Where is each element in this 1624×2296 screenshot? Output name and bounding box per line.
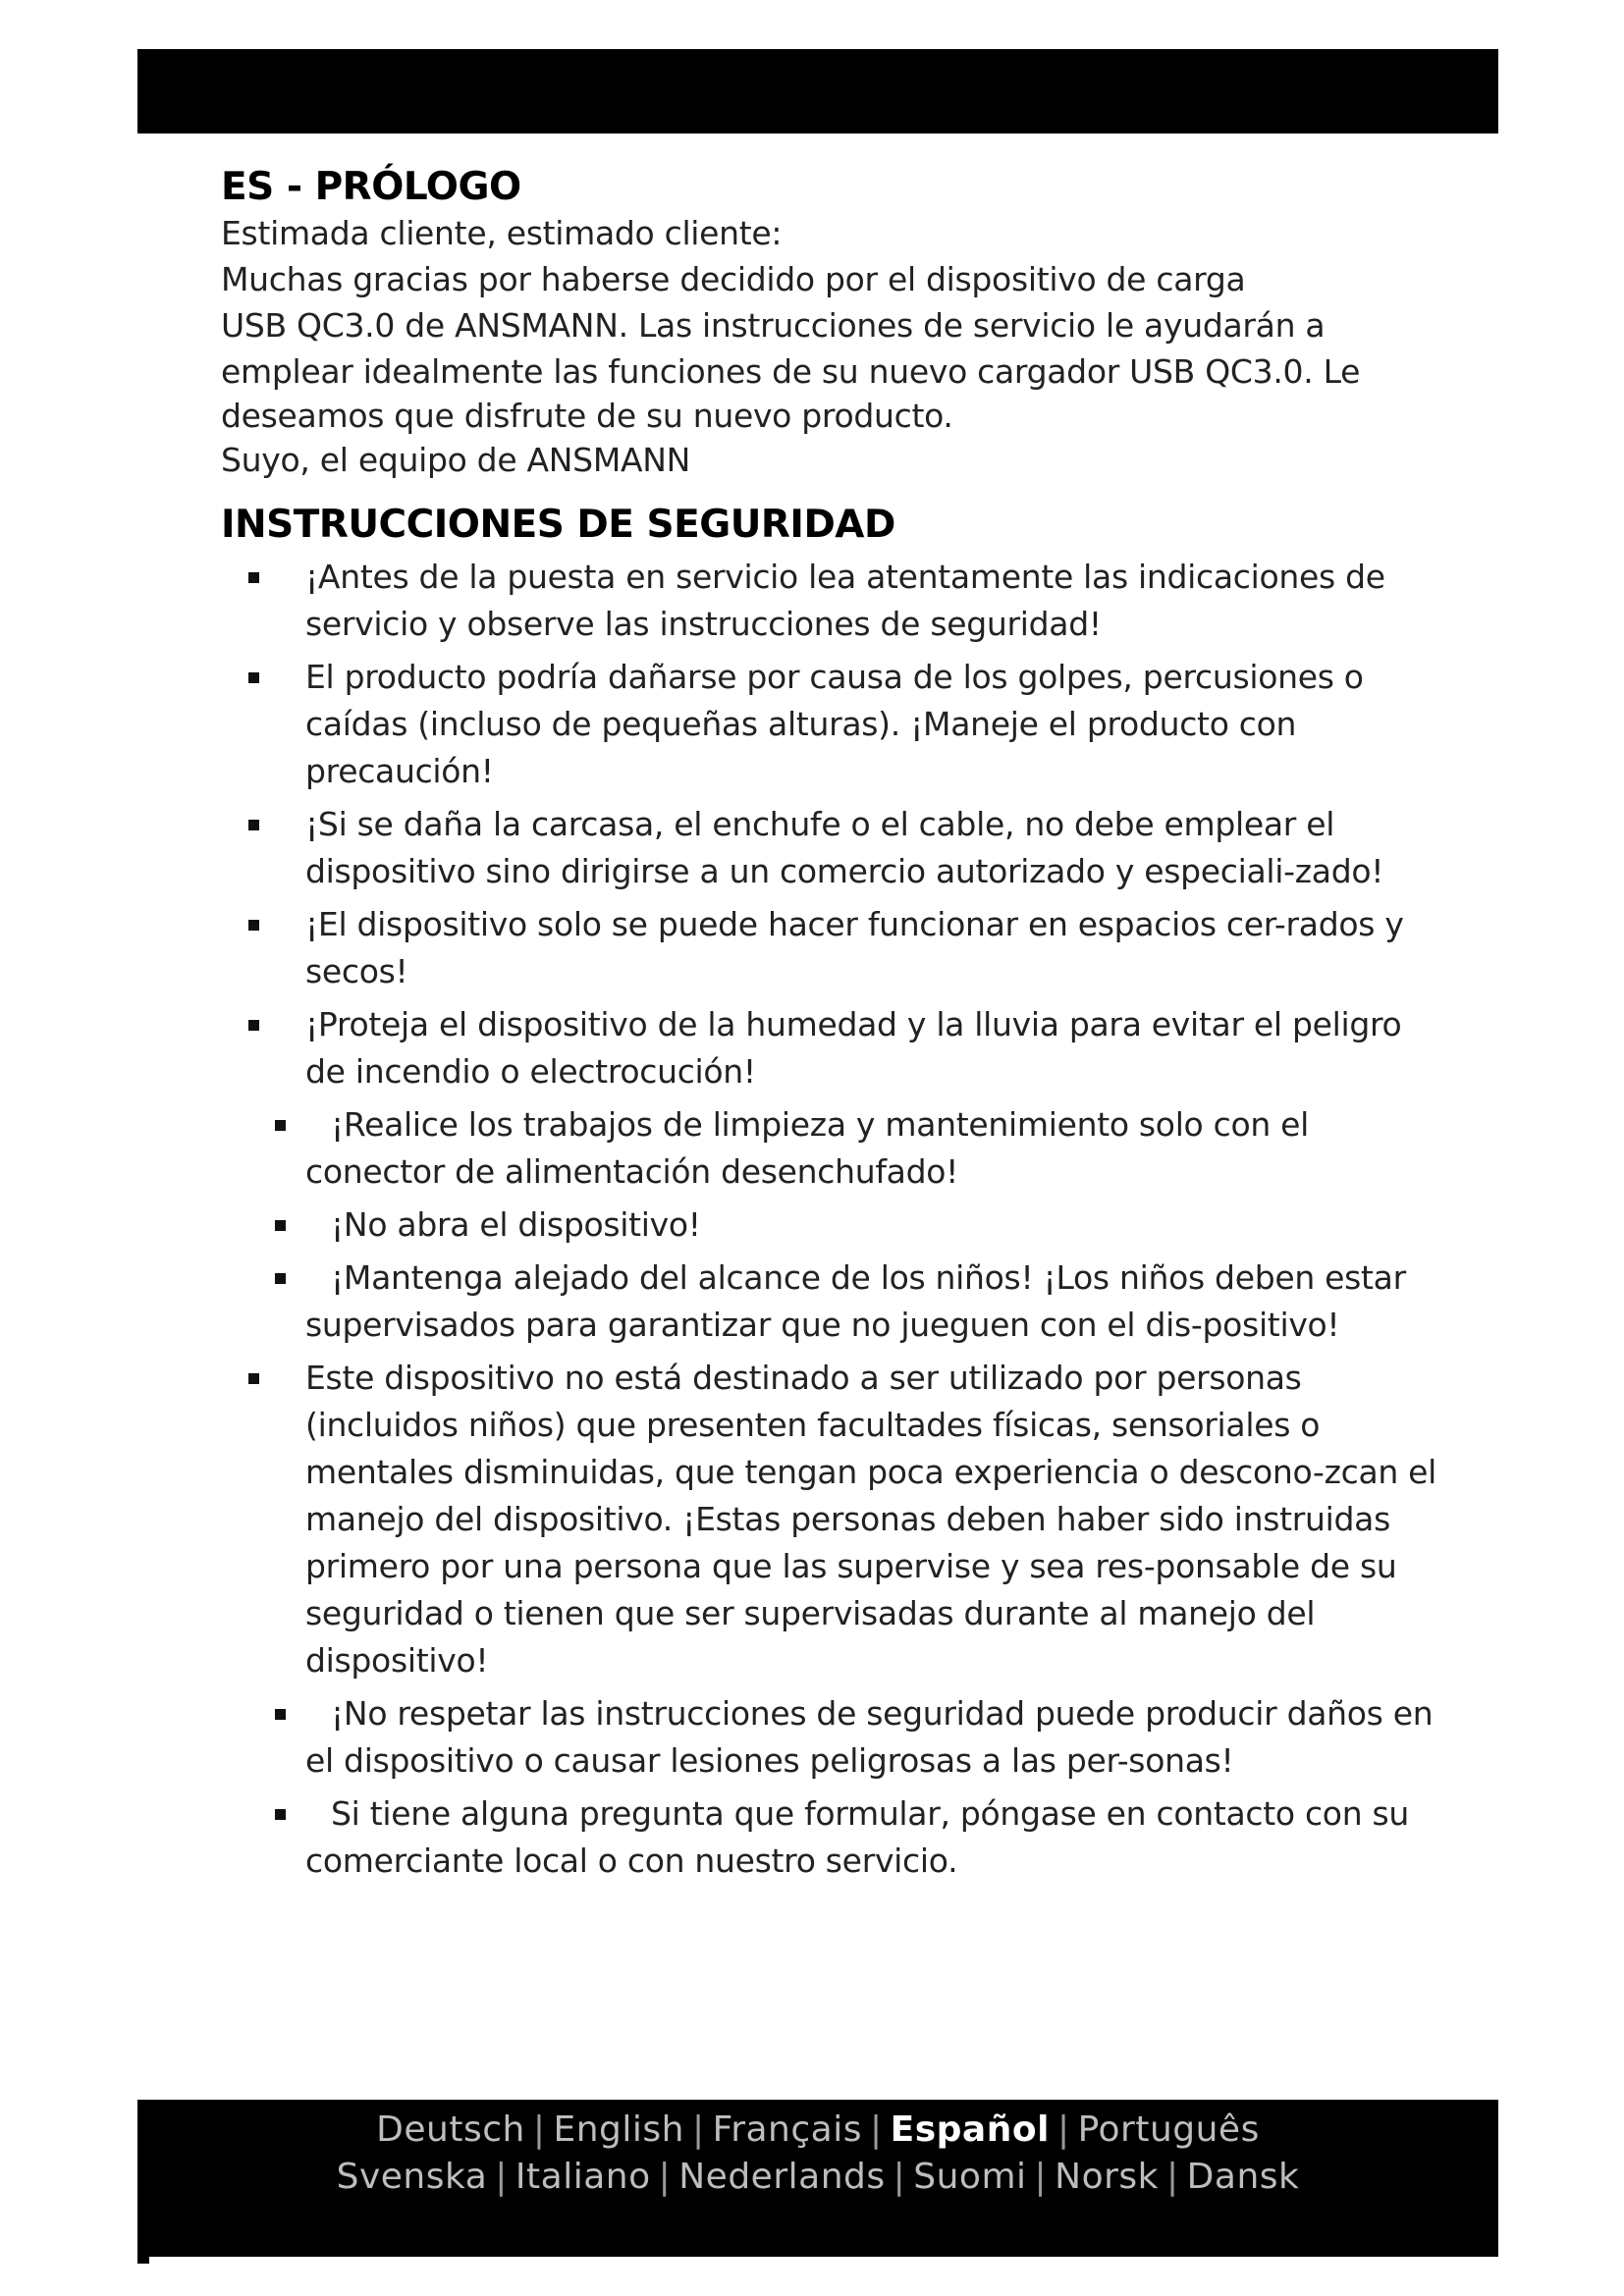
prologue-signature: Suyo, el equipo de ANSMANN (221, 441, 691, 479)
language-link-english[interactable]: English (553, 2109, 684, 2150)
safety-heading: INSTRUCCIONES DE SEGURIDAD (221, 503, 895, 547)
safety-item (221, 1255, 1448, 1349)
prologue-line: Muchas gracias por haberse decidido por el dispositivo de carga (221, 260, 1246, 298)
language-separator: | (658, 2157, 672, 2197)
safety-item-text: Si tiene alguna pregunta que formular, póngase en contacto con su comerciante local o con nuestro servicio. (305, 1794, 1410, 1880)
safety-item-text: Este dispositivo no está destinado a ser utilizado por personas (incluidos niños) que presenten facultades físicas, sensoriales o mentales disminuidas, que tengan poca experiencia o descono-zcan el manejo del dispositivo. ¡Estas personas deben haber sido instruidas primero por una persona que las supervise y sea res-ponsable de su seguridad o tienen que ser supervisadas durante al manejo del dispositivo! (305, 1359, 1437, 1680)
language-link-suomi[interactable]: Suomi (913, 2157, 1027, 2197)
language-code: ES (221, 165, 274, 209)
language-link-svenska[interactable]: Svenska (336, 2157, 488, 2197)
heading-separator: - (286, 165, 302, 209)
safety-item (221, 1790, 1448, 1885)
safety-item-text: ¡Antes de la puesta en servicio lea atentamente las indicaciones de servicio y observe las instrucciones de seguridad! (305, 558, 1385, 643)
bullet-square-icon (275, 1809, 286, 1820)
safety-item (221, 1001, 1448, 1095)
safety-item (221, 1355, 1448, 1684)
safety-item (221, 1201, 1448, 1249)
language-separator: | (1034, 2157, 1048, 2197)
safety-item (221, 1690, 1448, 1785)
language-separator: | (1166, 2157, 1179, 2197)
safety-item-text: ¡No respetar las instrucciones de seguridad puede producir daños en el dispositivo o causar lesiones peligrosas a las per-sonas! (305, 1694, 1434, 1780)
page-content (221, 165, 1448, 1891)
safety-item (221, 901, 1448, 995)
language-link-norsk[interactable]: Norsk (1055, 2157, 1160, 2197)
crop-mark (137, 2256, 149, 2264)
language-link-francais[interactable]: Français (712, 2109, 862, 2150)
language-link-deutsch[interactable]: Deutsch (376, 2109, 525, 2150)
bullet-square-icon (248, 1020, 259, 1031)
language-row-2 (137, 2157, 1498, 2197)
safety-item (221, 801, 1448, 895)
prologue-line: Estimada cliente, estimado cliente: (221, 214, 783, 252)
language-separator: | (691, 2109, 705, 2150)
language-separator: | (870, 2109, 883, 2150)
safety-item-text: ¡Realice los trabajos de limpieza y mantenimiento solo con el conector de alimentación desenchufado! (305, 1105, 1310, 1191)
language-link-espanol-active[interactable]: Español (890, 2109, 1050, 2150)
prologue-title: PRÓLOGO (314, 165, 521, 209)
language-link-italiano[interactable]: Italiano (514, 2157, 651, 2197)
prologue-heading (221, 165, 1448, 210)
safety-item (221, 654, 1448, 795)
language-separator: | (495, 2157, 508, 2197)
prologue-line: USB QC3.0 de ANSMANN. Las instrucciones de servicio le ayudarán a (221, 306, 1326, 345)
language-footer (137, 2100, 1498, 2257)
language-link-dansk[interactable]: Dansk (1186, 2157, 1300, 2197)
bullet-square-icon (275, 1709, 286, 1720)
prologue-line: deseamos que disfrute de su nuevo producto. (221, 397, 953, 435)
safety-item (221, 554, 1448, 648)
bullet-square-icon (248, 1373, 259, 1384)
language-separator: | (532, 2109, 546, 2150)
bullet-square-icon (248, 672, 259, 683)
language-separator: | (893, 2157, 906, 2197)
language-separator: | (1056, 2109, 1070, 2150)
bullet-square-icon (248, 820, 259, 830)
safety-item-text: ¡No abra el dispositivo! (331, 1205, 701, 1244)
bullet-square-icon (275, 1220, 286, 1231)
safety-list (221, 554, 1448, 1885)
prologue-line: emplear idealmente las funciones de su nuevo cargador USB QC3.0. Le (221, 352, 1361, 391)
bullet-square-icon (248, 920, 259, 931)
bullet-square-icon (275, 1273, 286, 1284)
language-link-portugues[interactable]: Português (1077, 2109, 1260, 2150)
safety-item-text: ¡Si se daña la carcasa, el enchufe o el cable, no debe emplear el dispositivo sino dirigirse a un comercio autorizado y especiali-zado! (305, 805, 1384, 890)
bullet-square-icon (248, 572, 259, 583)
language-link-nederlands[interactable]: Nederlands (678, 2157, 886, 2197)
safety-item-text: ¡El dispositivo solo se puede hacer funcionar en espacios cer-rados y secos! (305, 905, 1404, 990)
language-row-1 (137, 2109, 1498, 2150)
safety-item-text: El producto podría dañarse por causa de los golpes, percusiones o caídas (incluso de pequeñas alturas). ¡Maneje el producto con precaución! (305, 658, 1364, 790)
header-bar (137, 49, 1498, 133)
safety-item-text: ¡Mantenga alejado del alcance de los niños! ¡Los niños deben estar supervisados para garantizar que no jueguen con el dis-positivo! (305, 1258, 1406, 1344)
safety-item-text: ¡Proteja el dispositivo de la humedad y la lluvia para evitar el peligro de incendio o electrocución! (305, 1005, 1402, 1091)
bullet-square-icon (275, 1120, 286, 1131)
safety-item (221, 1101, 1448, 1196)
